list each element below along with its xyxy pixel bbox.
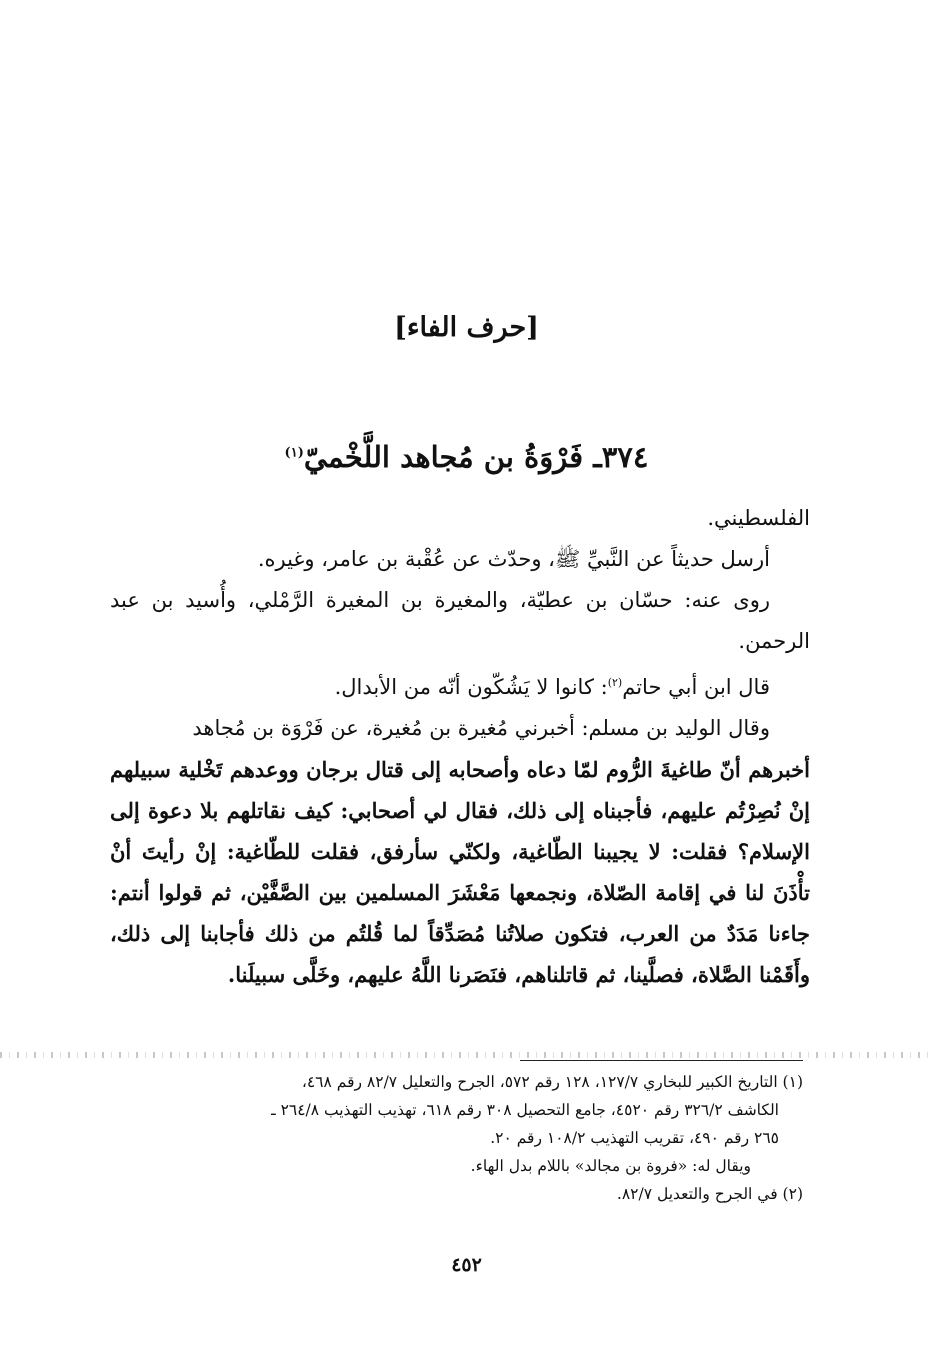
abu-hatim-text: قال ابن أبي حاتم [622,675,770,699]
abu-hatim-quote: : كانوا لا يَشُكّون أنّه من الأبدال. [334,675,608,699]
entry-title [0,440,933,474]
scan-artifact-line [0,1052,933,1058]
paragraph-abu-hatim [110,662,810,708]
paragraph-story: أخبرهم أنّ طاغيةَ الرُّوم لمّا دعاه وأصحابه إلى قتال برجان ووعدهم تَخْلية سبيلهم إنْ نُصِرْتُم عليهم، فأجبناه إلى ذلك، فقال لي أصحابي: كيف نقاتلهم بلا دعوة إلى الإسلام؟ فقلت: لا يجيبنا الطّاغية، ولكنّي سأرفق، فقلت للطّاغية: إنْ رأيتَ أنْ تأْذَنَ لنا في إقامة الصّلاة، ونجمعها مَعْشَرَ المسلمين بين الصَّفَّيْن، ثم قولوا أنتم: جاءنا مَدَدٌ من العرب، فتكون صلاتُنا مُصَدِّقاً لما قُلتُم من ذلك فأجابنا إلى ذلك، وأَقَمْنا الصَّلاة، فصلَّينا، ثم قاتلناهم، فنَصَرنا اللَّهُ عليهم، وخَلَّى سبيلَنا. [110,757,810,987]
paragraph-walid-intro: وقال الوليد بن مسلم: أخبرني مُغيرة بن مُغيرة، عن فَرْوَة بن مُجاهد [192,716,770,740]
abu-hatim-note: (٢) [607,676,623,689]
paragraph-narrators: روى عنه: حسّان بن عطيّة، والمغيرة بن المغيرة الرَّمْلي، وأُسيد بن عبد الرحمن. [110,588,810,653]
entry-title-text: ٣٧٤ـ فَرْوَةُ بن مُجاهد اللَّخْميّ [303,440,649,474]
entry-title-note: (١) [284,445,304,461]
footnote-1-line-3: ٢٦٥ رقم ٤٩٠، تقريب التهذيب ١٠٨/٢ رقم ٢٠. [490,1129,779,1147]
entry-body [110,498,810,995]
section-heading: [حرف الفاء] [394,312,539,343]
paragraph-nisba: الفلسطيني. [707,506,810,530]
paragraph-narration: أرسل حديثاً عن النَّبيِّ ﷺ، وحدّث عن عُقْبة بن عامر، وغيره. [257,547,770,571]
footnotes [120,1068,803,1208]
footnote-2: (٢) في الجرح والتعديل ٨٢/٧. [616,1185,803,1203]
footnote-1-line-1: (١) التاريخ الكبير للبخاري ١٢٧/٧، ١٢٨ رقم ٥٧٢، الجرح والتعليل ٨٢/٧ رقم ٤٦٨، [301,1073,803,1091]
footnote-divider [520,1060,803,1061]
footnote-1-line-4: ويقال له: «فروة بن مجالد» باللام بدل الهاء. [470,1157,751,1175]
footnote-1-line-2: الكاشف ٣٢٦/٢ رقم ٤٥٢٠، جامع التحصيل ٣٠٨ رقم ٦١٨، تهذيب التهذيب ٢٦٤/٨ ـ [271,1101,779,1119]
page-number: ٤٥٢ [451,1254,482,1276]
